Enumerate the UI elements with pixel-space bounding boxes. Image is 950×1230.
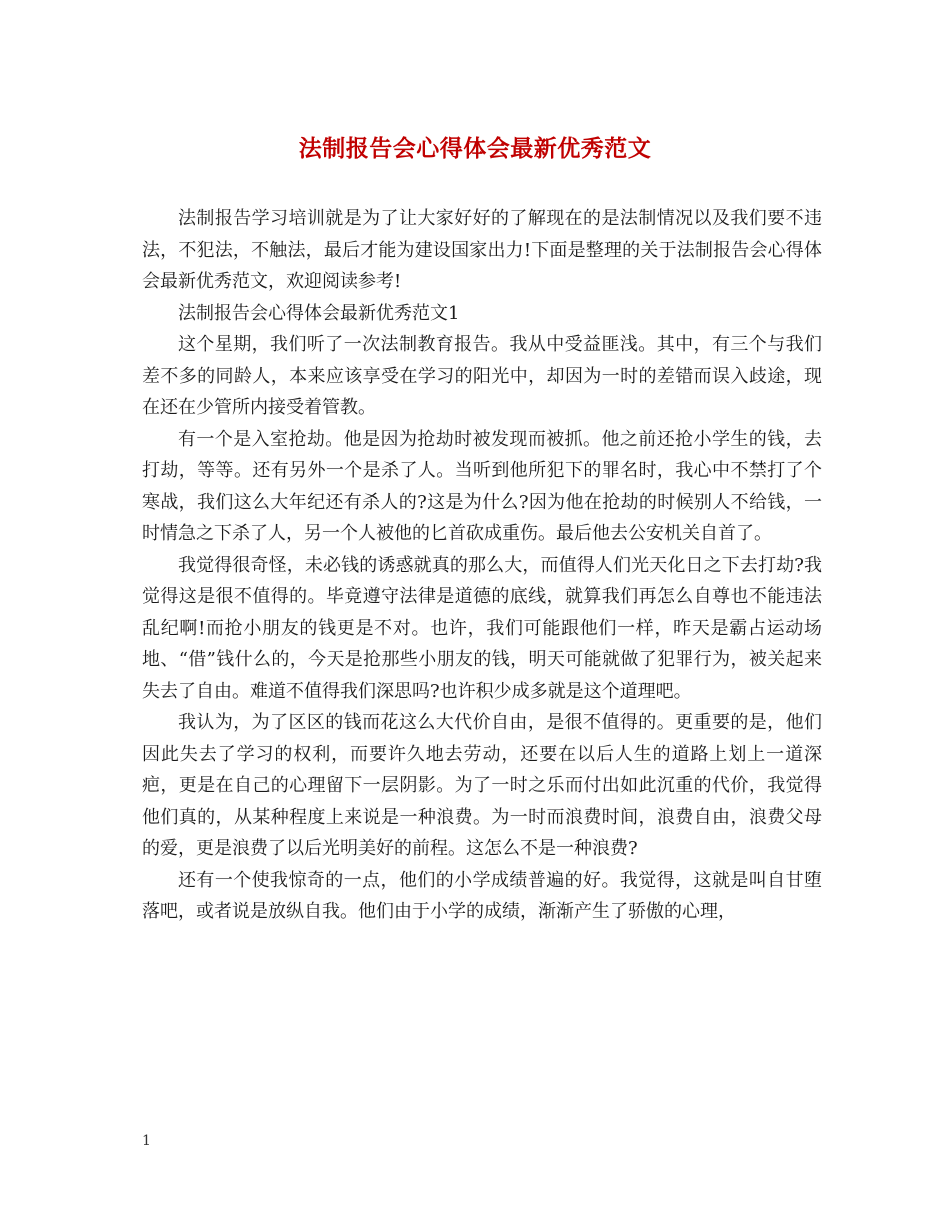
paragraph: 这个星期，我们听了一次法制教育报告。我从中受益匪浅。其中，有三个与我们差不多的同龄人，本来应该享受在学习的阳光中，却因为一时的差错而误入歧途，现在还在少管所内接受着管教。 xyxy=(142,334,822,418)
paragraph: 我觉得很奇怪，未必钱的诱惑就真的那么大，而值得人们光天化日之下去打劫?我觉得这是很不值得的。毕竟遵守法律是道德的底线，就算我们再怎么自尊也不能违法乱纪啊!而抢小朋友的钱更是不对。也许，我们可能跟他们一样，昨天是霸占运动场地、“借”钱什么的，今天是抢那些小朋友的钱，明天可能就做了犯罪行为，被关起来失去了自由。难道不值得我们深思吗?也许积少成多就是这个道理吧。 xyxy=(142,554,822,702)
document-body xyxy=(142,203,822,928)
paragraph: 有一个是入室抢劫。他是因为抢劫时被发现而被抓。他之前还抢小学生的钱，去打劫，等等。还有另外一个是杀了人。当听到他所犯下的罪名时，我心中不禁打了个寒战，我们这么大年纪还有杀人的?这是为什么?因为他在抢劫的时候别人不给钱，一时情急之下杀了人，另一个人被他的匕首砍成重伤。最后他去公安机关自首了。 xyxy=(142,428,822,544)
paragraph: 还有一个使我惊奇的一点，他们的小学成绩普遍的好。我觉得，这就是叫自甘堕落吧，或者说是放纵自我。他们由于小学的成绩，渐渐产生了骄傲的心理， xyxy=(142,869,822,922)
paragraph: 我认为，为了区区的钱而花这么大代价自由，是很不值得的。更重要的是，他们因此失去了学习的权利，而要许久地去劳动，还要在以后人生的道路上划上一道深疤，更是在自己的心理留下一层阴影。为了一时之乐而付出如此沉重的代价，我觉得他们真的，从某种程度上来说是一种浪费。为一时而浪费时间，浪费自由，浪费父母的爱，更是浪费了以后光明美好的前程。这怎么不是一种浪费? xyxy=(142,712,822,859)
page-title: 法制报告会心得体会最新优秀范文 xyxy=(298,135,652,162)
paragraph-intro: 法制报告学习培训就是为了让大家好好的了解现在的是法制情况以及我们要不违法，不犯法，不触法，最后才能为建设国家出力!下面是整理的关于法制报告会心得体会最新优秀范文，欢迎阅读参考! xyxy=(142,208,822,292)
page-number: 1 xyxy=(142,1133,151,1149)
section-heading: 法制报告会心得体会最新优秀范文1 xyxy=(178,302,460,324)
